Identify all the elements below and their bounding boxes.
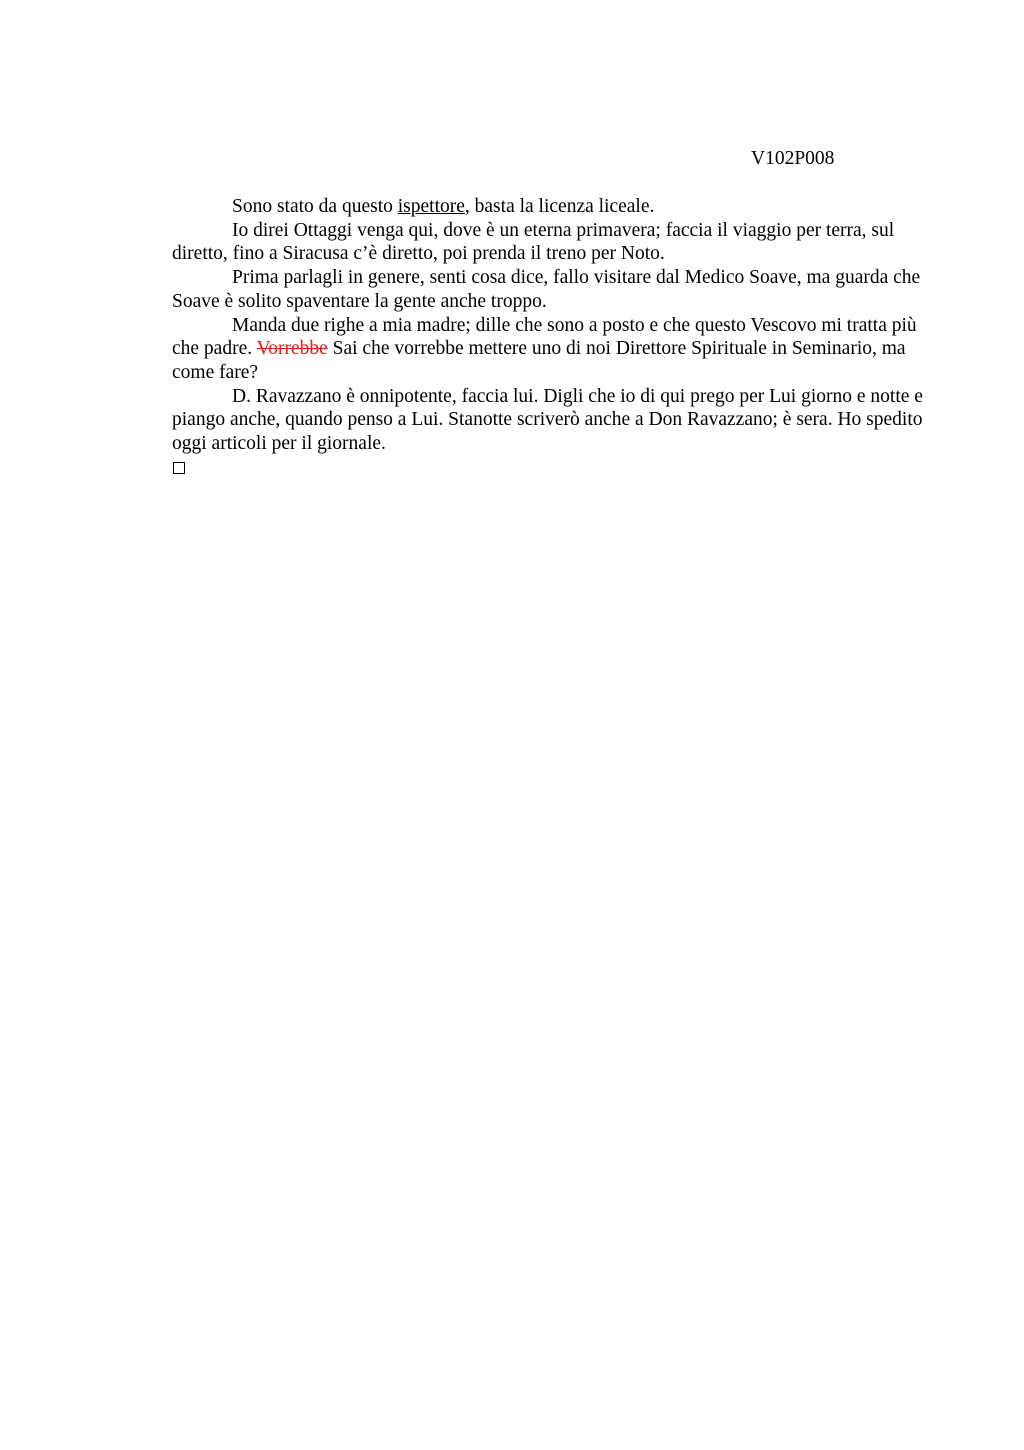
paragraph-4	[172, 314, 930, 385]
paragraph-4-text-start: Manda due righe a mia madre; dille che sono a posto e che questo Vescovo mi tratta più che padre.	[172, 314, 917, 360]
underlined-word: ispettore	[397, 196, 465, 217]
paragraph-3: Prima parlagli in genere, senti cosa dice, fallo visitare dal Medico Soave, ma guarda che Soave è solito spaventare la gente anche troppo.	[172, 267, 921, 312]
letter-body	[172, 195, 930, 474]
paragraph-4-text-end: Sai che vorrebbe mettere uno di noi Direttore Spirituale in Seminario, ma come fare?	[172, 338, 906, 383]
paragraph-1-text-end: , basta la licenza liceale.	[464, 196, 655, 217]
paragraph-1-text-start: Sono stato da questo	[232, 196, 398, 217]
empty-square-icon	[173, 462, 185, 474]
paragraph-2: Io direi Ottaggi venga qui, dove è un eterna primavera; faccia il viaggio per terra, sul diretto, fino a Siracusa c’è diretto, poi prenda il treno per Noto.	[172, 219, 895, 265]
page-code: V102P008	[751, 148, 835, 169]
deleted-word: Vorrebbe	[256, 338, 328, 360]
paragraph-5: D. Ravazzano è onnipotente, faccia lui. Digli che io di qui prego per Lui giorno e notte e piango anche, quando penso a Lui. Stanotte scriverò anche a Don Ravazzano; è sera. Ho spedito oggi articoli per il giornale.	[172, 385, 923, 455]
paragraph-1	[172, 195, 930, 219]
